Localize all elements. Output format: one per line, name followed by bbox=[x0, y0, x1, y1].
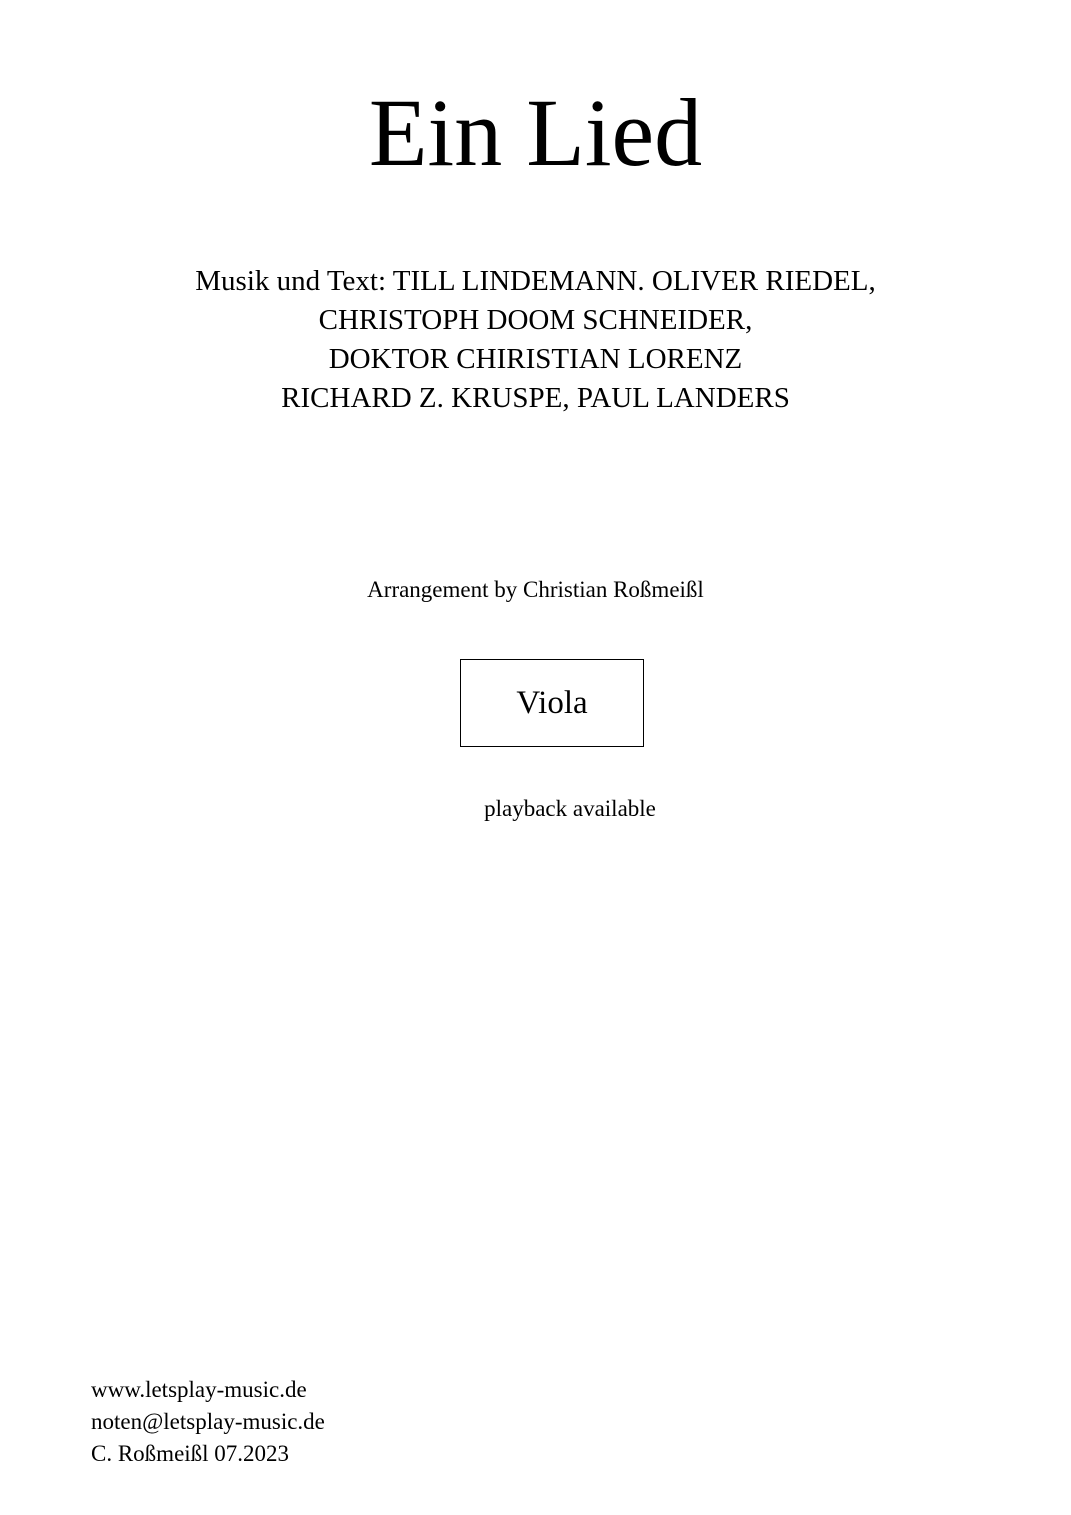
instrument-label: Viola bbox=[516, 685, 588, 721]
credits-line: RICHARD Z. KRUSPE, PAUL LANDERS bbox=[281, 382, 790, 414]
credits-line: Musik und Text: TILL LINDEMANN. OLIVER RIEDEL, bbox=[195, 265, 876, 297]
credits-line: DOKTOR CHIRISTIAN LORENZ bbox=[328, 343, 743, 375]
playback-note: playback available bbox=[484, 796, 656, 821]
page-title: Ein Lied bbox=[368, 79, 703, 186]
credits-line: CHRISTOPH DOOM SCHNEIDER, bbox=[318, 304, 753, 336]
website-link[interactable]: www.letsplay-music.de bbox=[91, 1377, 307, 1402]
composer-credits bbox=[0, 262, 1071, 418]
arrangement-credit: Arrangement by Christian Roßmeißl bbox=[367, 577, 704, 602]
email-link[interactable]: noten@letsplay-music.de bbox=[91, 1409, 325, 1434]
instrument-box bbox=[460, 659, 644, 747]
footer-contact bbox=[91, 1374, 325, 1470]
copyright-text: C. Roßmeißl 07.2023 bbox=[91, 1441, 290, 1466]
